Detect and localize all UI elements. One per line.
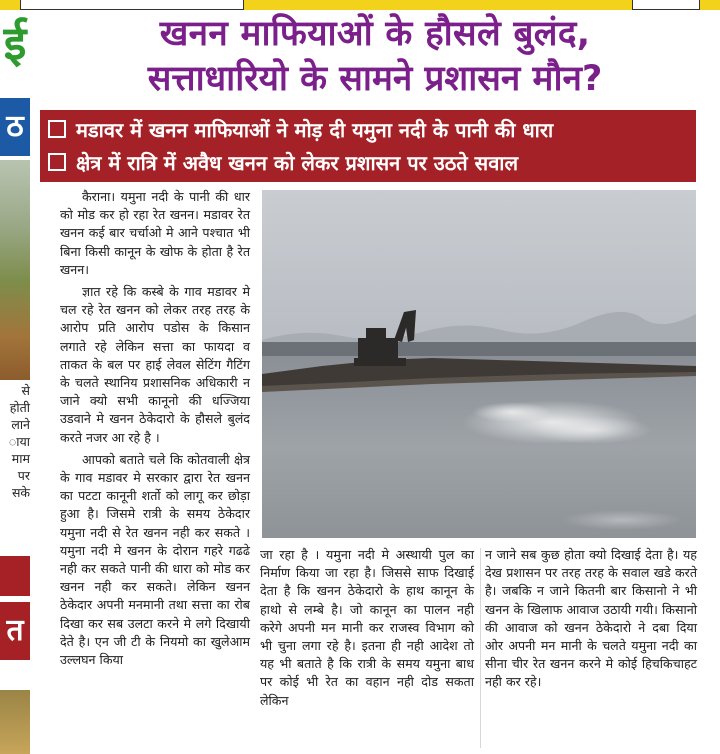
adjacent-text-line: से	[21, 383, 30, 398]
subhead-bar	[40, 110, 696, 182]
adjacent-text-line: लाने	[11, 417, 30, 432]
top-strip-box-left	[20, 0, 244, 10]
article-column-1	[60, 188, 250, 669]
article-paragraph: जा रहा है । यमुना नदी मे अस्थायी पुल का निर्माण किया जा रहा है। जिससे साफ दिखाई देता है कि खनन ठेकेदारो के हाथ कानून के हाथो से लम्बे है। जो कानून का पालन नही करेगे अपनी मन मानी कर राजस्व विभाग को भी चुना लगा रहे है। इतना ही नही आदेश तो यह भी बताते है कि रात्री के समय यमुना बाध पर कोई भी रेत का वहान नही दोड सकता लेकिन	[260, 547, 474, 708]
top-strip-box-right	[632, 0, 700, 10]
column-divider	[480, 548, 481, 748]
article-paragraph: कैराना। यमुना नदी के पानी की धार को मोड कर हो रहा रेत खनन। मडावर रेत खनन कई बार चर्चाओ मे आने पश्चात भी बिना किसी कानून के खोफ के होता है रेत खनन।	[60, 189, 250, 277]
adjacent-article-bottom-photo	[0, 690, 30, 754]
adjacent-text-line: माम	[11, 451, 30, 466]
article-paragraph: न जाने सब कुछ होता क्यो दिखाई देता है। यह देख प्रशासन पर तरह तरह के सवाल खडे करते है। जबकि न जाने कितनी बार किसानो ने भी खनन के खिलाफ आवाज उठायी गयी। किसानो की आवाज को खनन ठेकेदारो ने दबा दिया ओर अपनी मन मानी के चलते यमुना नदी का सीना चीर रेत खनन करने मे कोई हिचकिचाहट नही कर रहे।	[485, 547, 697, 690]
adjacent-article-glyph: ई	[3, 16, 27, 70]
subhead-row-2	[48, 146, 518, 180]
article-paragraph: ज्ञात रहे कि कस्बे के गाव मडावर मे चल रहे रेत खनन को लेकर तरह तरह के आरोप प्रति आरोप पडोस के किसान लगाते रहे लेकिन सत्ता का फायदा व ताकत के बल पर हाई लेवल सेटिंग गैटिंग के चलते स्थानिय प्रशासनिक अधिकारी न जाने क्यो सभी कानूनो की धज्जिया उडवाने मे खनन ठेकेदारो के हौसले बुलंद करते नजर आ रहे है ।	[60, 284, 250, 445]
adjacent-article-photo	[0, 160, 30, 380]
adjacent-text-line: सके	[11, 485, 30, 500]
adjacent-blue-char: ठ	[6, 109, 24, 144]
article-paragraph: आपको बताते चले कि कोतवाली क्षेत्र के गाव मडावर मे सरकार द्वारा रेत खनन का पटटा कानूनी शर्तो को लागू कर छोड़ा हुआ है। जिसमे रात्री के समय ठेकेदार यमुना नदी से रेत खनन नही कर सकते । यमुना नदी मे खनन के दोरान गहरे गढढे नही कर सकते पानी की धारा को मोड कर खनन नही कर सकते। लेकिन खनन ठेकेदार अपनी मनमानी तथा सत्ता का रोब दिखा कर सब उलटा करने मे लगे दिखायी देते है। एन जी टी के नियमो का खुलेआम उल्लघन किया	[60, 451, 250, 668]
adjacent-text-line: पर	[17, 468, 30, 483]
subhead-row-1	[48, 113, 553, 147]
checkbox-square-icon	[48, 120, 66, 138]
adjacent-text-line: होती	[9, 400, 30, 415]
article-column-2	[260, 546, 474, 710]
headline	[30, 12, 720, 102]
headline-line-1: खनन माफियाओं के हौसले बुलंद,	[159, 14, 591, 54]
subhead-text-2: क्षेत्र में रात्रि में अवैध खनन को लेकर प्रशासन पर उठते सवाल	[76, 151, 519, 175]
adjacent-article-red-band	[0, 556, 30, 596]
adjacent-article-red-box	[0, 602, 30, 660]
adjacent-red-char: त	[6, 613, 24, 648]
adjacent-article-blue-box	[0, 98, 30, 156]
adjacent-text-line: ाया	[8, 434, 30, 449]
article-column-3	[485, 546, 697, 692]
subhead-text-1: मडावर में खनन माफियाओं ने मोड़ दी यमुना नदी के पानी की धारा	[76, 118, 554, 142]
adjacent-article-text	[0, 382, 30, 501]
article-photo-river-excavator	[262, 190, 696, 538]
checkbox-square-icon	[48, 153, 66, 171]
headline-line-2: सत्ताधारियो के सामने प्रशासन मौन?	[147, 59, 603, 99]
